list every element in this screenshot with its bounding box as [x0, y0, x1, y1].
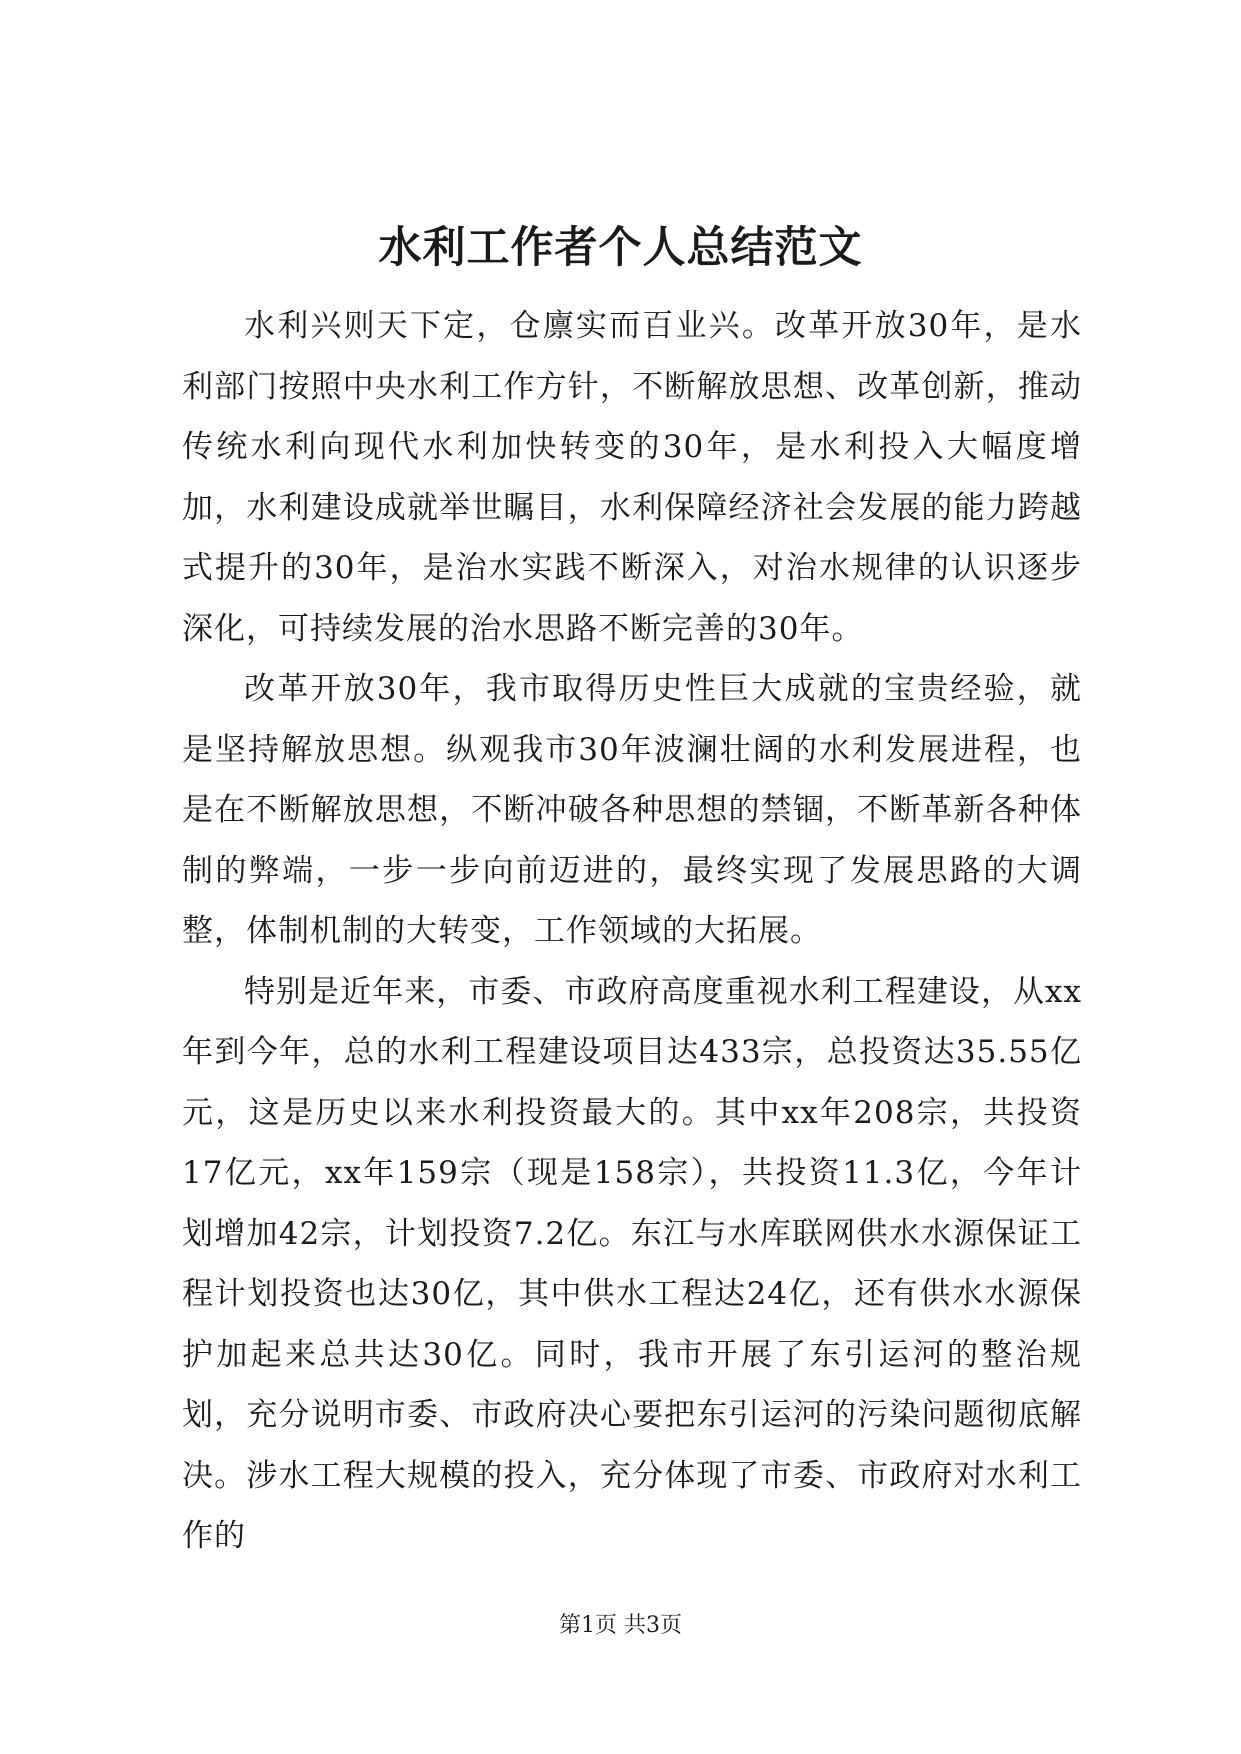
paragraph-2: 改革开放30年，我市取得历史性巨大成就的宝贵经验，就是坚持解放思想。纵观我市30年波澜壮阔的水利发展进程，也是在不断解放思想，不断冲破各种思想的禁锢，不断革新各种体制的弊端，一步一步向前迈进的，最终实现了发展思路的大调整，体制机制的大转变，工作领域的大拓展。: [182, 671, 1082, 949]
page-number: 第1页 共3页: [559, 1613, 682, 1638]
paragraph-3: 特别是近年来，市委、市政府高度重视水利工程建设，从xx年到今年，总的水利工程建设项目达433宗，总投资达35.55亿元，这是历史以来水利投资最大的。其中xx年208宗，共投资17亿元，xx年159宗（现是158宗），共投资11.3亿，今年计划增加42宗，计划投资7.2亿。东江与水库联网供水水源保证工程计划投资也达30亿，其中供水工程达24亿，还有供水水源保护加起来总共达30亿。同时，我市开展了东引运河的整治规划，充分说明市委、市政府决心要把东引运河的污染问题彻底解决。涉水工程大规模的投入，充分体现了市委、市政府对水利工作的: [182, 973, 1082, 1554]
page-footer: [0, 1611, 1241, 1641]
document-title: 水利工作者个人总结范文: [378, 223, 863, 273]
document-body: [182, 296, 1082, 1567]
paragraph-1: 水利兴则天下定，仓廪实而百业兴。改革开放30年，是水利部门按照中央水利工作方针，不断解放思想、改革创新，推动传统水利向现代水利加快转变的30年，是水利投入大幅度增加，水利建设成就举世瞩目，水利保障经济社会发展的能力跨越式提升的30年，是治水实践不断深入，对治水规律的认识逐步深化，可持续发展的治水思路不断完善的30年。: [182, 308, 1082, 647]
